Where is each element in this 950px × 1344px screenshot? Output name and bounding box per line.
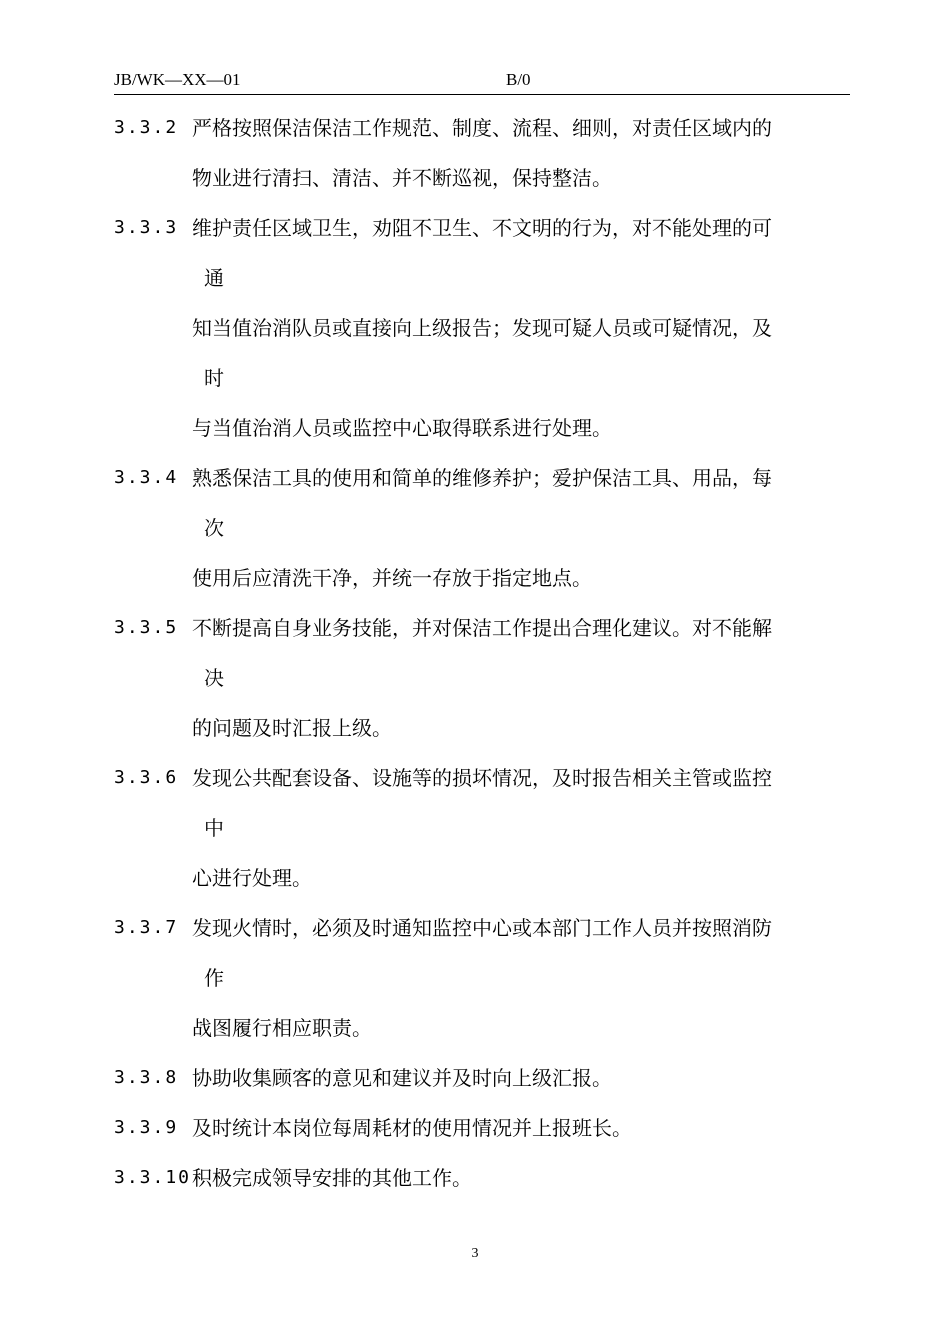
clause-text: 物业进行清扫、清洁、并不断巡视，保持整洁。: [192, 166, 612, 190]
clause-text: 的问题及时汇报上级。: [192, 716, 392, 740]
clause-number: 3.3.8: [114, 1067, 179, 1088]
clause-number: 3.3.7: [114, 917, 179, 938]
clause-text: 积极完成领导安排的其他工作。: [192, 1166, 472, 1190]
clause-number: 3.3.3: [114, 217, 179, 238]
clause-text: 中: [204, 816, 224, 840]
clause-text: 发现公共配套设备、设施等的损坏情况，及时报告相关主管或监控: [192, 766, 772, 790]
clause-number: 3.3.2: [114, 117, 179, 138]
clause-number: 3.3.6: [114, 767, 179, 788]
page-header: [114, 66, 850, 95]
clause-number: 3.3.9: [114, 1117, 179, 1138]
clause-text: 通: [204, 266, 224, 290]
clause-text: 协助收集顾客的意见和建议并及时向上级汇报。: [192, 1066, 612, 1090]
clause-text: 战图履行相应职责。: [192, 1016, 372, 1040]
clause-number: 3.3.5: [114, 617, 179, 638]
clause-text: 作: [204, 966, 224, 990]
clause-text: 时: [204, 366, 224, 390]
clause-text: 与当值治消人员或监控中心取得联系进行处理。: [192, 416, 612, 440]
document-code: JB/WK—XX—01: [114, 70, 241, 89]
clause-text: 熟悉保洁工具的使用和简单的维修养护；爱护保洁工具、用品，每: [192, 466, 772, 490]
clause-number: 3.3.10: [114, 1167, 192, 1188]
clause-text: 维护责任区域卫生，劝阻不卫生、不文明的行为，对不能处理的可: [192, 216, 772, 240]
clause-text: 严格按照保洁保洁工作规范、制度、流程、细则，对责任区域内的: [192, 116, 772, 140]
clause-text: 次: [204, 516, 224, 540]
clause-text: 不断提高自身业务技能，并对保洁工作提出合理化建议。对不能解: [192, 616, 772, 640]
clause-text: 决: [204, 666, 224, 690]
clause-text: 使用后应清洗干净，并统一存放于指定地点。: [192, 566, 592, 590]
clause-number: 3.3.4: [114, 467, 179, 488]
clause-text: 心进行处理。: [192, 866, 312, 890]
clause-text: 及时统计本岗位每周耗材的使用情况并上报班长。: [192, 1116, 632, 1140]
clause-text: 发现火情时，必须及时通知监控中心或本部门工作人员并按照消防: [192, 916, 772, 940]
clause-text: 知当值治消队员或直接向上级报告；发现可疑人员或可疑情况，及: [192, 316, 772, 340]
page-number: 3: [471, 1246, 479, 1261]
document-revision: B/0: [506, 70, 531, 89]
